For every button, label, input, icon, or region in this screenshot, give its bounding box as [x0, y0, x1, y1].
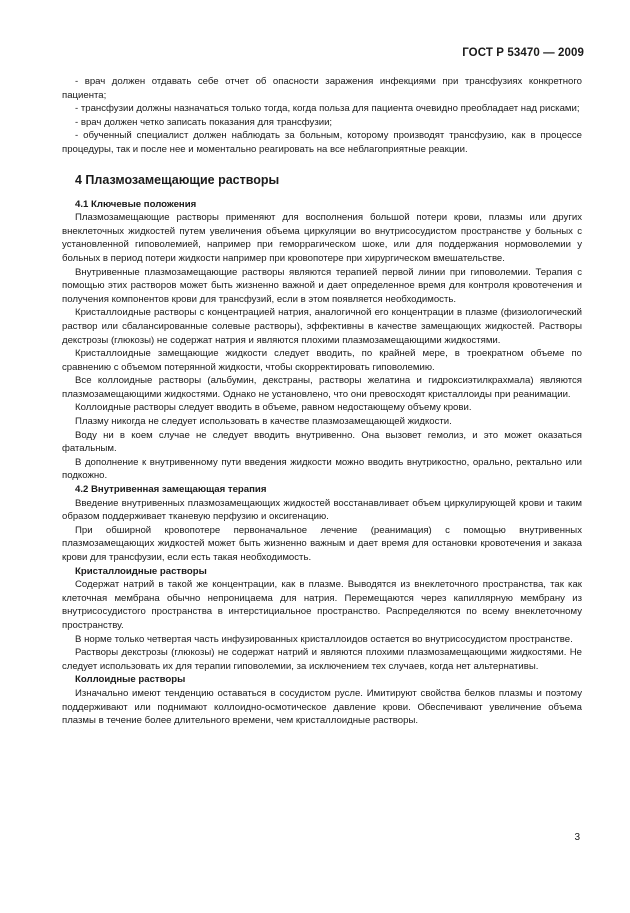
section-4-heading: 4 Плазмозамещающие растворы — [75, 172, 280, 187]
paragraph: Плазму никогда не следует использовать в качестве плазмозамещающей жидкости. — [75, 416, 452, 428]
document-header: ГОСТ Р 53470 — 2009 — [462, 47, 584, 59]
paragraph: Коллоидные растворы следует вводить в объеме, равном недостающему объему крови. — [75, 402, 472, 414]
list-item: - врач должен четко записать показания для трансфузии; — [75, 116, 333, 128]
crystalloids-subheading: Кристаллоидные растворы — [75, 565, 207, 577]
list-item: - врач должен отдавать себе отчет об опасности заражения инфекциями при трансфузиях конкретного пациента; — [62, 76, 582, 101]
paragraph: Воду ни в коем случае не следует вводить внутривенно. Она вызовет гемолиз, и это может оказаться фатальным. — [62, 429, 582, 455]
paragraph: В дополнение к внутривенному пути введения жидкости можно вводить внутрикостно, орально, ректально или подкожно. — [62, 456, 582, 482]
section-4-1-heading: 4.1 Ключевые положения — [75, 198, 197, 210]
paragraph: Содержат натрий в такой же концентрации, как в плазме. Выводятся из внеклеточного пространства, так как клеточная мембрана обычно непроницаема для натрия. Перемещаются через капиллярную мембрану из внутрисосудистого пространства в интерстициальное пространство. Распределяются по всему внеклеточному пространству. — [62, 579, 582, 631]
intro-bullet-list — [62, 75, 582, 157]
colloids-subheading: Коллоидные растворы — [75, 674, 186, 686]
paragraph: Изначально имеют тенденцию оставаться в сосудистом русле. Имитируют свойства белков плазмы и поэтому поддерживают или поднимают коллоидно-осмотическое давление крови. Обеспечивают увеличение объема плазмы в течение более длительного времени, чем кристаллоидные растворы. — [62, 687, 582, 727]
paragraph: Внутривенные плазмозамещающие растворы являются терапией первой линии при гиповолемии. Терапия с помощью этих растворов может быть жизненно важной и дает определенное время для контроля кровотечения и получения компонентов крови для трансфузий, если в этом появляется необходимость. — [62, 266, 582, 305]
paragraph: Кристаллоидные растворы с концентрацией натрия, аналогичной его концентрации в плазме (физиологический раствор или сбалансированные солевые растворы), эффективны в качестве замещающих жидкостей. Растворы декстрозы (глюкозы) не содержат натрия и являются плохими плазмозамещающими жидкостями. — [62, 307, 582, 346]
paragraph: В норме только четвертая часть инфузированных кристаллоидов остается во внутрисосудистом пространстве. — [75, 633, 573, 645]
paragraph: Плазмозамещающие растворы применяют для восполнения большой потери крови, плазмы или других внеклеточных жидкостей путем увеличения объема циркуляции во внутрисосудистом пространстве у больных с установленной гиповолемией, например при геморрагическом шоке, или для поддержания нормоволемии у больных в период потери жидкости например при кровопотере при хирургическом вмешательстве. — [62, 212, 582, 264]
list-item: - трансфузии должны назначаться только тогда, когда польза для пациента очевидно преобладает над рисками; — [75, 103, 580, 115]
page-number: 3 — [574, 832, 580, 843]
section-4-2-heading: 4.2 Внутривенная замещающая терапия — [75, 484, 267, 496]
paragraph: Введение внутривенных плазмозамещающих жидкостей восстанавливает объем циркулирующей крови и таким образом поддерживает тканевую перфузию и оксигенацию. — [62, 497, 582, 523]
paragraph: Растворы декстрозы (глюкозы) не содержат натрий и являются плохими плазмозамещающими жидкостями. Не следует использовать их для терапии гиповолемии, за исключением тех случаев, когда нет альтернативы. — [62, 647, 582, 672]
paragraph: Все коллоидные растворы (альбумин, декстраны, растворы желатина и гидроксиэтилкрахмала) являются плазмозамещающими жидкостями. Однако не установлено, что они превосходят кристаллоиды при реанимации. — [62, 375, 582, 400]
page-content — [62, 75, 582, 728]
paragraph: Кристаллоидные замещающие жидкости следует вводить, по крайней мере, в троекратном объеме по сравнению с объемом потерянной жидкости, чтобы скорректировать гиповолемию. — [62, 348, 582, 373]
list-item: - обученный специалист должен наблюдать за больным, которому производят трансфузию, как в процессе процедуры, так и после нее и моментально реагировать на все неблагоприятные реакции. — [62, 130, 582, 155]
paragraph: При обширной кровопотере первоначальное лечение (реанимация) с помощью внутривенных плазмозамещающих жидкостей может быть жизненно важным и дает время для остановки кровотечения и заказа крови для трансфузии, если есть такая необходимость. — [62, 524, 582, 563]
